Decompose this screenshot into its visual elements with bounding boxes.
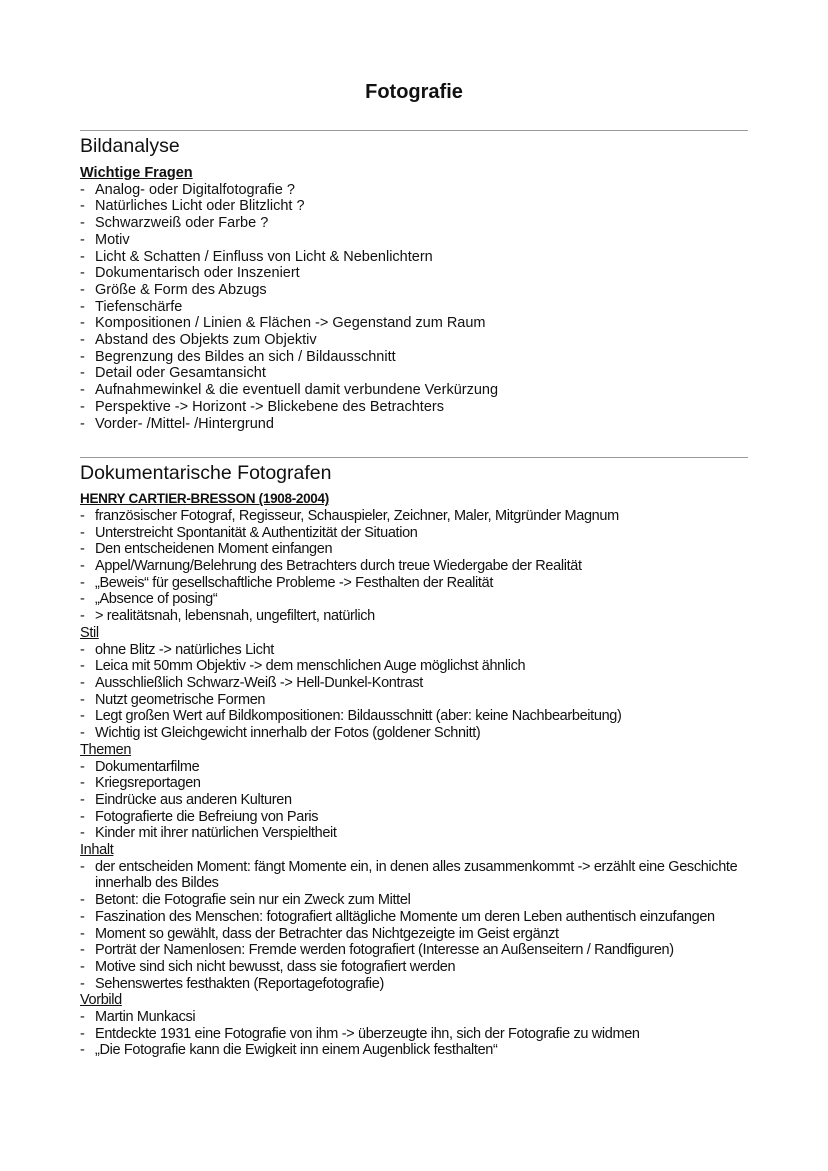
list-item: - Leica mit 50mm Objektiv -> dem menschlichen Auge möglichst ähnlich (80, 658, 748, 675)
list-item: - Begrenzung des Bildes an sich / Bildausschnitt (80, 349, 748, 366)
list-item: - Unterstreicht Spontanität & Authentizität der Situation (80, 525, 748, 542)
list-item: - Aufnahmewinkel & die eventuell damit verbundene Verkürzung (80, 382, 748, 399)
list-item: - Tiefenschärfe (80, 299, 748, 316)
list-item: - französischer Fotograf, Regisseur, Schauspieler, Zeichner, Maler, Mitgründer Magnum (80, 508, 748, 525)
bullet-list (80, 759, 748, 843)
list-item: - „Die Fotografie kann die Ewigkeit inn einem Augenblick festhalten“ (80, 1042, 748, 1059)
list-item: - Den entscheidenen Moment einfangen (80, 541, 748, 558)
list-item: - Sehenswertes festhakten (Reportagefotografie) (80, 976, 748, 993)
list-item: - Entdeckte 1931 eine Fotografie von ihm -> überzeugte ihn, sich der Fotografie zu widmen (80, 1026, 748, 1043)
list-item: - Kriegsreportagen (80, 775, 748, 792)
list-item: - Natürliches Licht oder Blitzlicht ? (80, 198, 748, 215)
list-item: - „Beweis“ für gesellschaftliche Probleme -> Festhalten der Realität (80, 575, 748, 592)
group-label: HENRY CARTIER-BRESSON (1908-2004) (80, 491, 329, 507)
list-item: - Nutzt geometrische Formen (80, 692, 748, 709)
group-label: Inhalt (80, 842, 114, 859)
list-item: - Kompositionen / Linien & Flächen -> Gegenstand zum Raum (80, 315, 748, 332)
divider (80, 457, 748, 458)
list-item: - Dokumentarisch oder Inszeniert (80, 265, 748, 282)
list-item: - ohne Blitz -> natürliches Licht (80, 642, 748, 659)
bullet-list (80, 859, 748, 993)
group-label: Wichtige Fragen (80, 165, 193, 181)
bullet-list (80, 1009, 748, 1059)
list-item: - Motiv (80, 232, 748, 249)
list-item: - Motive sind sich nicht bewusst, dass sie fotografiert werden (80, 959, 748, 976)
divider (80, 130, 748, 131)
list-item: - Moment so gewählt, dass der Betrachter das Nichtgezeigte im Geist ergänzt (80, 926, 748, 943)
list-item: - Kinder mit ihrer natürlichen Verspieltheit (80, 825, 748, 842)
group-label: Vorbild (80, 992, 122, 1009)
bullet-list (80, 642, 748, 742)
list-item: - Appel/Warnung/Belehrung des Betrachters durch treue Wiedergabe der Realität (80, 558, 748, 575)
list-item: - „Absence of posing“ (80, 591, 748, 608)
bullet-list (80, 508, 748, 625)
group-label: Themen (80, 741, 132, 758)
list-item: - Vorder- /Mittel- /Hintergrund (80, 416, 748, 433)
section-heading: Bildanalyse (80, 135, 180, 157)
list-item: - Analog- oder Digitalfotografie ? (80, 182, 748, 199)
list-item: - Porträt der Namenlosen: Fremde werden fotografiert (Interesse an Außenseitern / Randfiguren) (80, 942, 748, 959)
section-dokumentarische-fotografen (80, 461, 748, 1059)
document-page (80, 80, 748, 1059)
list-item: - Faszination des Menschen: fotografiert alltägliche Momente um deren Leben authentisch einzufangen (80, 909, 748, 926)
list-item: - Dokumentarfilme (80, 759, 748, 776)
section-bildanalyse (80, 134, 748, 432)
list-item: - Wichtig ist Gleichgewicht innerhalb der Fotos (goldener Schnitt) (80, 725, 748, 742)
group-label: Stil (80, 624, 99, 641)
list-item: - Perspektive -> Horizont -> Blickebene des Betrachters (80, 399, 748, 416)
list-item: - Fotografierte die Befreiung von Paris (80, 809, 748, 826)
list-item: - der entscheiden Moment: fängt Momente ein, in denen alles zusammenkommt -> erzählt eine Geschichte innerhalb des Bildes (80, 859, 748, 892)
list-item: - Licht & Schatten / Einfluss von Licht & Nebenlichtern (80, 249, 748, 266)
list-item: - Größe & Form des Abzugs (80, 282, 748, 299)
list-item: - Martin Munkacsi (80, 1009, 748, 1026)
list-item: - Abstand des Objekts zum Objektiv (80, 332, 748, 349)
list-item: - Eindrücke aus anderen Kulturen (80, 792, 748, 809)
list-item: - Betont: die Fotografie sein nur ein Zweck zum Mittel (80, 892, 748, 909)
page-title: Fotografie (365, 81, 463, 103)
list-item: - Detail oder Gesamtansicht (80, 365, 748, 382)
list-item: - Ausschließlich Schwarz-Weiß -> Hell-Dunkel-Kontrast (80, 675, 748, 692)
list-item: - > realitätsnah, lebensnah, ungefiltert, natürlich (80, 608, 748, 625)
section-heading: Dokumentarische Fotografen (80, 462, 332, 485)
list-item: - Legt großen Wert auf Bildkompositionen: Bildausschnitt (aber: keine Nachbearbeitung) (80, 708, 748, 725)
list-item: - Schwarzweiß oder Farbe ? (80, 215, 748, 232)
bullet-list (80, 182, 748, 433)
